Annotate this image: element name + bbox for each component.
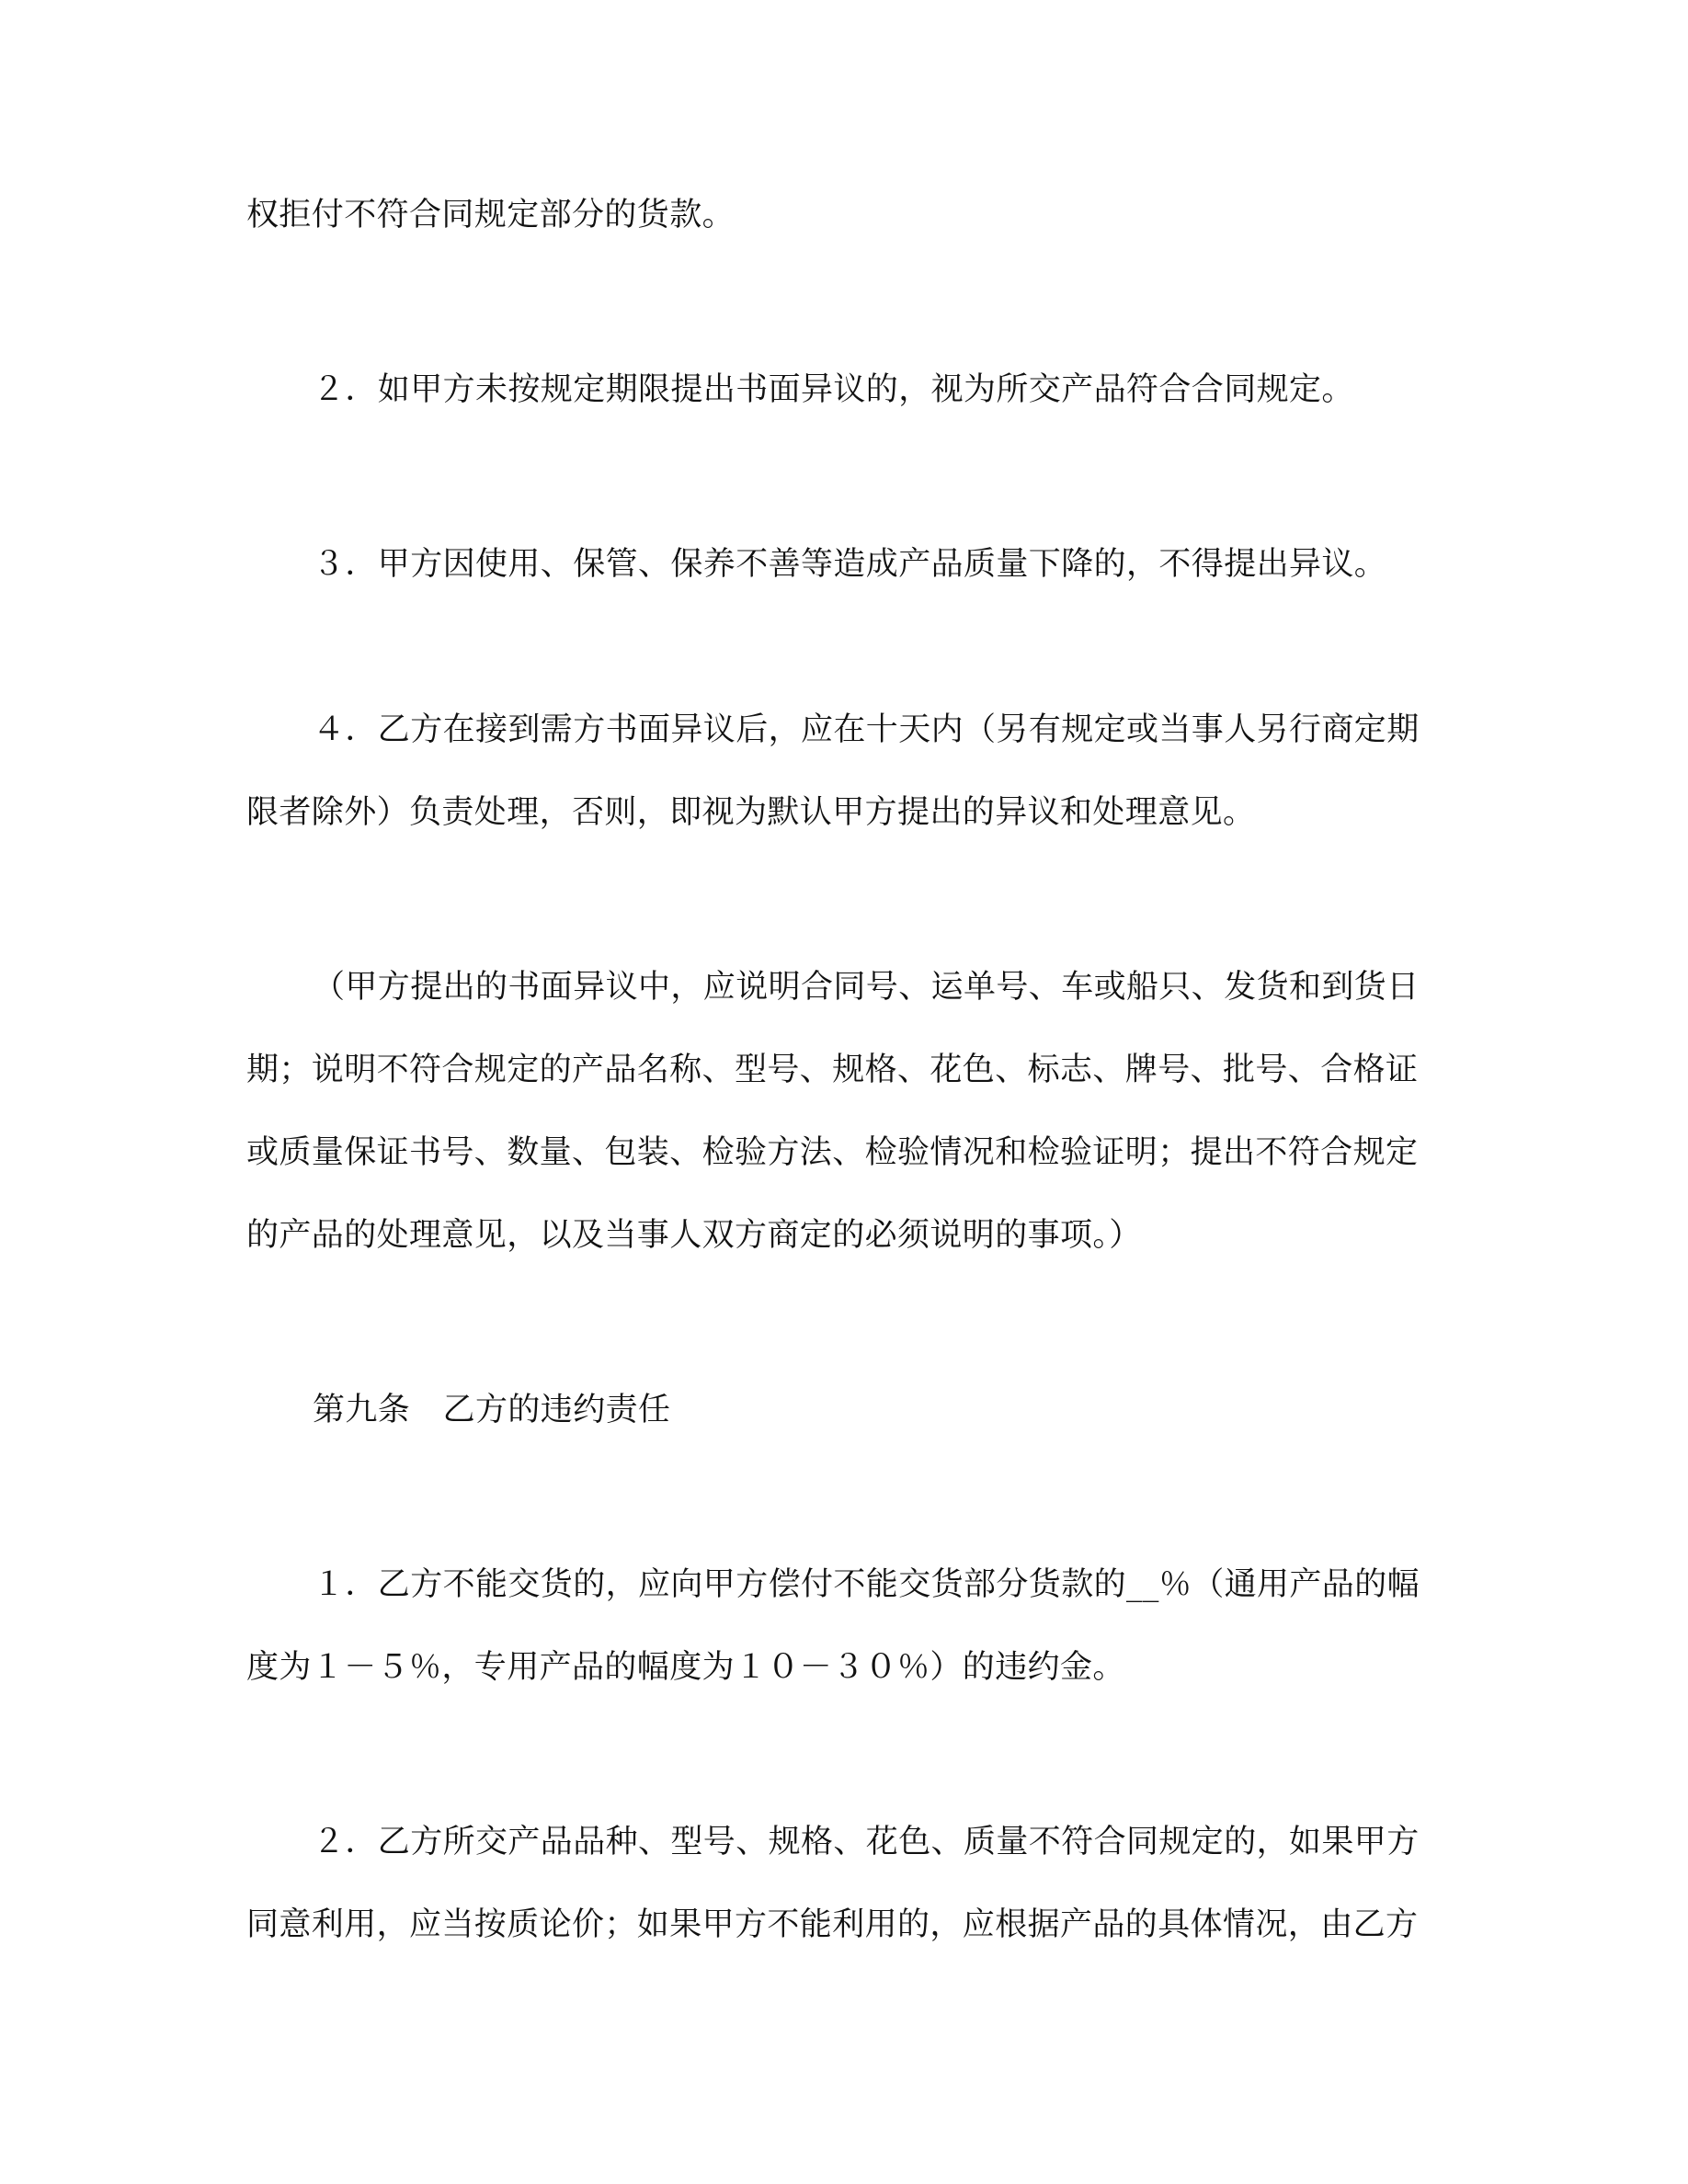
clause-8-item-4-line-2: 限者除外）负责处理，否则，即视为默认甲方提出的异议和处理意见。 bbox=[246, 794, 1256, 831]
objection-note-line-4: 的产品的处理意见，以及当事人双方商定的必须说明的事项。） bbox=[246, 1217, 1142, 1254]
paragraph-line-continuation: 权拒付不符合同规定部分的货款。 bbox=[246, 197, 736, 233]
clause-9-item-1-line-1: １．乙方不能交货的，应向甲方偿付不能交货部分货款的__％（通用产品的幅 bbox=[313, 1566, 1420, 1603]
clause-8-item-4-line-1: ４．乙方在接到需方书面异议后，应在十天内（另有规定或当事人另行商定期 bbox=[313, 711, 1420, 748]
clause-8-item-2: ２．如甲方未按规定期限提出书面异议的，视为所交产品符合合同规定。 bbox=[313, 371, 1354, 408]
objection-note-line-3: 或质量保证书号、数量、包装、检验方法、检验情况和检验证明；提出不符合规定 bbox=[246, 1134, 1419, 1171]
clause-9-heading: 第九条 乙方的违约责任 bbox=[313, 1392, 671, 1428]
clause-9-item-1-line-2: 度为１－５％，专用产品的幅度为１０－３０％）的违约金。 bbox=[246, 1649, 1125, 1686]
clause-8-item-3: ３．甲方因使用、保管、保养不善等造成产品质量下降的，不得提出异议。 bbox=[313, 546, 1387, 583]
objection-note-line-2: 期；说明不符合规定的产品名称、型号、规格、花色、标志、牌号、批号、合格证 bbox=[246, 1052, 1419, 1088]
clause-9-item-2-line-1: ２．乙方所交产品品种、型号、规格、花色、质量不符合同规定的，如果甲方 bbox=[313, 1824, 1420, 1860]
clause-9-item-2-line-2: 同意利用，应当按质论价；如果甲方不能利用的，应根据产品的具体情况，由乙方 bbox=[246, 1906, 1419, 1943]
objection-note-line-1: （甲方提出的书面异议中，应说明合同号、运单号、车或船只、发货和到货日 bbox=[313, 969, 1420, 1006]
